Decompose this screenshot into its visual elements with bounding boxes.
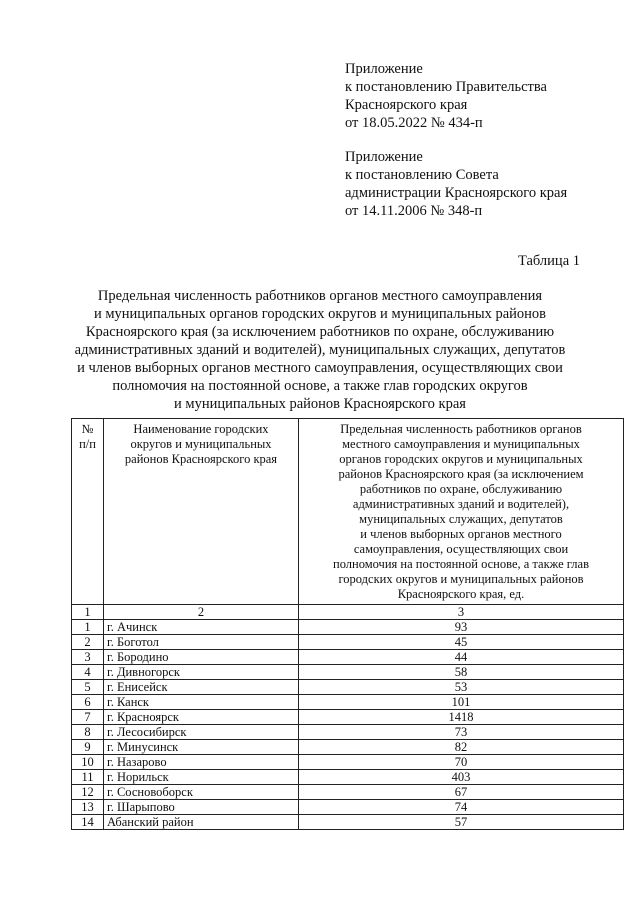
title-line: полномочия на постоянной основе, а также глав городских округов — [112, 378, 528, 394]
header-value-line: городских округов и муниципальных районов — [338, 572, 584, 586]
row-number: 5 — [72, 680, 104, 695]
appendix-reference-2022 — [345, 60, 625, 132]
table-row — [72, 695, 624, 710]
table-row — [72, 620, 624, 635]
row-name: г. Боготол — [104, 635, 299, 650]
table-header-row — [72, 419, 624, 605]
header-value-line: полномочия на постоянной основе, а также глав — [333, 557, 589, 571]
row-name: г. Канск — [104, 695, 299, 710]
header-value-line: районов Красноярского края (за исключением — [338, 467, 584, 481]
table-row — [72, 725, 624, 740]
appendix-line: от 18.05.2022 № 434-п — [345, 115, 483, 131]
row-number: 6 — [72, 695, 104, 710]
row-number: 14 — [72, 815, 104, 830]
row-number: 8 — [72, 725, 104, 740]
table-row — [72, 815, 624, 830]
row-number: 1 — [72, 620, 104, 635]
table-row — [72, 755, 624, 770]
header-value-line: органов городских округов и муниципальных — [339, 452, 583, 466]
row-value: 82 — [299, 740, 624, 755]
row-number: 3 — [72, 650, 104, 665]
title-line: и муниципальных районов Красноярского края — [174, 396, 466, 412]
title-line: и муниципальных органов городских округов и муниципальных районов — [93, 306, 547, 322]
header-number-line: п/п — [79, 437, 96, 451]
table-row — [72, 680, 624, 695]
row-name: г. Бородино — [104, 650, 299, 665]
table-row — [72, 665, 624, 680]
column-number: 3 — [299, 605, 624, 620]
row-name: г. Норильск — [104, 770, 299, 785]
header-name-line: Наименование городских — [133, 422, 269, 436]
row-value: 44 — [299, 650, 624, 665]
column-number: 2 — [104, 605, 299, 620]
header-value-line: самоуправления, осуществляющих свои — [353, 542, 569, 556]
row-value: 70 — [299, 755, 624, 770]
document-title — [40, 287, 600, 413]
appendix-line: к постановлению Совета — [345, 167, 499, 183]
header-value-line: муниципальных служащих, депутатов — [359, 512, 563, 526]
header-value-line: работников по охране, обслуживанию — [359, 482, 563, 496]
row-value: 73 — [299, 725, 624, 740]
row-value: 1418 — [299, 710, 624, 725]
row-name: Абанский район — [104, 815, 299, 830]
row-value: 403 — [299, 770, 624, 785]
header-value-line: местного самоуправления и муниципальных — [342, 437, 580, 451]
row-name: г. Шарыпово — [104, 800, 299, 815]
title-line: Красноярского края (за исключением работников по охране, обслуживанию — [85, 324, 555, 340]
table-row — [72, 650, 624, 665]
header-number-line: № — [81, 422, 94, 436]
table-row — [72, 800, 624, 815]
row-value: 53 — [299, 680, 624, 695]
table-row — [72, 770, 624, 785]
row-name: г. Дивногорск — [104, 665, 299, 680]
row-name: г. Красноярск — [104, 710, 299, 725]
header-name-line: округов и муниципальных — [130, 437, 272, 451]
column-number: 1 — [72, 605, 104, 620]
appendix-line: от 14.11.2006 № 348-п — [345, 203, 483, 219]
title-line: и членов выборных органов местного самоуправления, осуществляющих свои — [77, 360, 563, 376]
column-number-row — [72, 605, 624, 620]
header-number — [72, 419, 104, 605]
header-value — [299, 419, 624, 605]
row-name: г. Минусинск — [104, 740, 299, 755]
row-name: г. Ачинск — [104, 620, 299, 635]
header-name — [104, 419, 299, 605]
row-number: 7 — [72, 710, 104, 725]
title-line: административных зданий и водителей), муниципальных служащих, депутатов — [74, 342, 566, 358]
row-value: 93 — [299, 620, 624, 635]
staff-limits-table — [71, 418, 624, 830]
table-label: Таблица 1 — [517, 253, 580, 269]
row-name: г. Лесосибирск — [104, 725, 299, 740]
row-value: 58 — [299, 665, 624, 680]
row-number: 12 — [72, 785, 104, 800]
row-number: 10 — [72, 755, 104, 770]
table-row — [72, 710, 624, 725]
table-row — [72, 740, 624, 755]
row-name: г. Сосновоборск — [104, 785, 299, 800]
row-name: г. Назарово — [104, 755, 299, 770]
row-value: 57 — [299, 815, 624, 830]
table-row — [72, 635, 624, 650]
appendix-line: администрации Красноярского края — [345, 185, 568, 201]
row-value: 45 — [299, 635, 624, 650]
header-value-line: Предельная численность работников органов — [340, 422, 582, 436]
row-number: 2 — [72, 635, 104, 650]
header-name-line: районов Красноярского края — [124, 452, 278, 466]
row-value: 101 — [299, 695, 624, 710]
row-number: 13 — [72, 800, 104, 815]
appendix-reference-2006 — [345, 148, 625, 220]
title-line: Предельная численность работников органов местного самоуправления — [97, 288, 543, 304]
row-name: г. Енисейск — [104, 680, 299, 695]
row-number: 4 — [72, 665, 104, 680]
row-number: 11 — [72, 770, 104, 785]
table-row — [72, 785, 624, 800]
row-value: 67 — [299, 785, 624, 800]
appendix-line: Приложение — [345, 149, 423, 165]
appendix-line: Приложение — [345, 61, 423, 77]
row-number: 9 — [72, 740, 104, 755]
header-value-line: Красноярского края, ед. — [397, 587, 525, 601]
appendix-line: Красноярского края — [345, 97, 468, 113]
header-value-line: и членов выборных органов местного — [360, 527, 562, 541]
appendix-line: к постановлению Правительства — [345, 79, 547, 95]
header-value-line: административных зданий и водителей), — [352, 497, 570, 511]
row-value: 74 — [299, 800, 624, 815]
